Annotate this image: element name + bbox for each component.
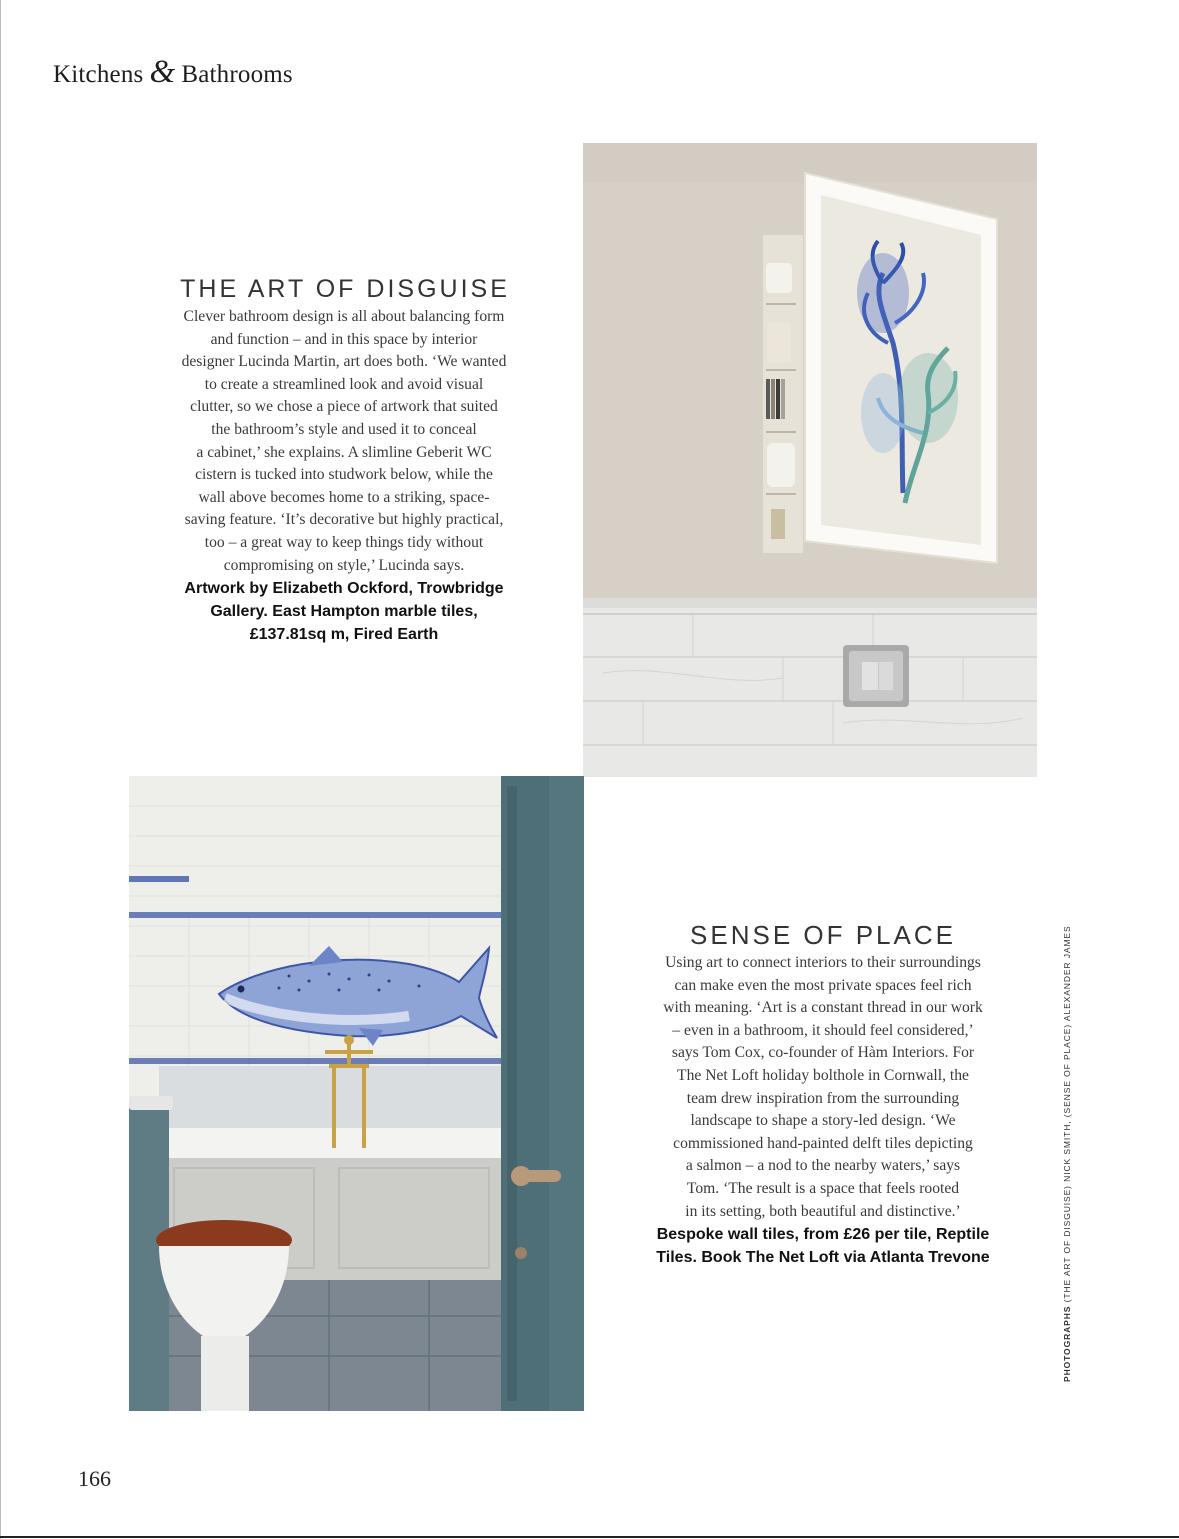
article2-body-line: team drew inspiration from the surrounding <box>686 1089 960 1107</box>
article2-credit <box>617 1223 1029 1269</box>
article1-body-line: the bathroom’s style and used it to conceal <box>211 420 477 438</box>
page-number: 166 <box>78 1466 111 1491</box>
article2-credit-line: Tiles. Book The Net Loft via Atlanta Trevone <box>656 1249 990 1266</box>
article2-body-line: – even in a bathroom, it should feel considered,’ <box>672 1021 974 1039</box>
article2-body-line: commissioned hand-painted delft tiles depicting <box>673 1134 973 1152</box>
article1-body-line: a cabinet,’ she explains. A slimline Geberit WC <box>196 443 492 461</box>
article2-title: SENSE OF PLACE <box>690 920 956 950</box>
article1-body-line: compromising on style,’ Lucinda says. <box>223 556 465 574</box>
bathtub-rim <box>159 1128 501 1158</box>
article1-body-line: wall above becomes home to a striking, space- <box>198 488 490 506</box>
photo-art-cabinet-illustration <box>583 143 1037 777</box>
photo-art-cabinet <box>583 143 1037 777</box>
section-header <box>53 56 293 89</box>
article2-body-line: landscape to shape a story-led design. ‘We <box>690 1112 956 1130</box>
section-name-bathrooms: Bathrooms <box>181 61 293 88</box>
article1-title: THE ART OF DISGUISE <box>180 275 510 303</box>
article1-body-line: clutter, so we chose a piece of artwork that suited <box>190 398 498 416</box>
article2-credit-line: Bespoke wall tiles, from £26 per tile, Reptile <box>656 1226 990 1243</box>
page-edge <box>0 0 1 1539</box>
article2-body-line: a salmon – a nod to the nearby waters,’ says <box>685 1157 961 1175</box>
photo-credit <box>1062 925 1072 1382</box>
article1-credit-line: £137.81sq m, Fired Earth <box>249 626 439 643</box>
photo-credit-label: PHOTOGRAPHS <box>1062 1305 1072 1382</box>
article1-body-line: to create a streamlined look and avoid visual <box>204 375 484 393</box>
article1-credit <box>140 577 548 646</box>
photo-salmon-bathroom-illustration <box>129 776 584 1411</box>
delft-border-top <box>129 912 501 918</box>
article1-body-line: designer Lucinda Martin, art does both. ‘We wanted <box>181 353 507 371</box>
article1-credit-line: Gallery. East Hampton marble tiles, <box>210 603 478 620</box>
article2-body-line: can make even the most private spaces feel rich <box>674 976 972 994</box>
article1-body-line: cistern is tucked into studwork below, while the <box>195 466 493 484</box>
article2-body-line: Using art to connect interiors to their surroundings <box>665 954 981 971</box>
delft-border-bottom <box>129 1058 501 1064</box>
article2-body-line: with meaning. ‘Art is a constant thread in our work <box>663 999 983 1017</box>
article1-credit-line: Artwork by Elizabeth Ockford, Trowbridge <box>184 580 504 597</box>
page-bottom-rule <box>0 1536 1179 1538</box>
ampersand: & <box>149 54 176 90</box>
article2-body-line: Tom. ‘The result is a space that feels rooted <box>686 1179 960 1197</box>
article1-body-line: saving feature. ‘It’s decorative but highly practical, <box>184 511 504 529</box>
article2-body-line: in its setting, both beautiful and distinctive.’ <box>685 1202 961 1220</box>
article1-body-line: Clever bathroom design is all about balancing form <box>183 308 505 325</box>
marble-splashback <box>159 1066 501 1136</box>
article1-body-line: and function – and in this space by interior <box>210 330 478 348</box>
article2-body-line: says Tom Cox, co-founder of Hàm Interiors. For <box>671 1044 975 1062</box>
article2-body <box>617 952 1029 1223</box>
article1-body <box>140 306 548 577</box>
delft-border-top-left <box>129 876 189 882</box>
photo-credit-text: (THE ART OF DISGUISE) NICK SMITH, (SENSE OF PLACE) ALEXANDER JAMES <box>1062 925 1072 1303</box>
photo-salmon-bathroom <box>129 776 584 1411</box>
marble-tiles <box>583 598 1037 777</box>
article1-body-line: too – a great way to keep things tidy without <box>204 533 484 551</box>
section-name-kitchens: Kitchens <box>53 61 144 88</box>
article2-body-line: The Net Loft holiday bolthole in Cornwall, the <box>677 1066 969 1084</box>
